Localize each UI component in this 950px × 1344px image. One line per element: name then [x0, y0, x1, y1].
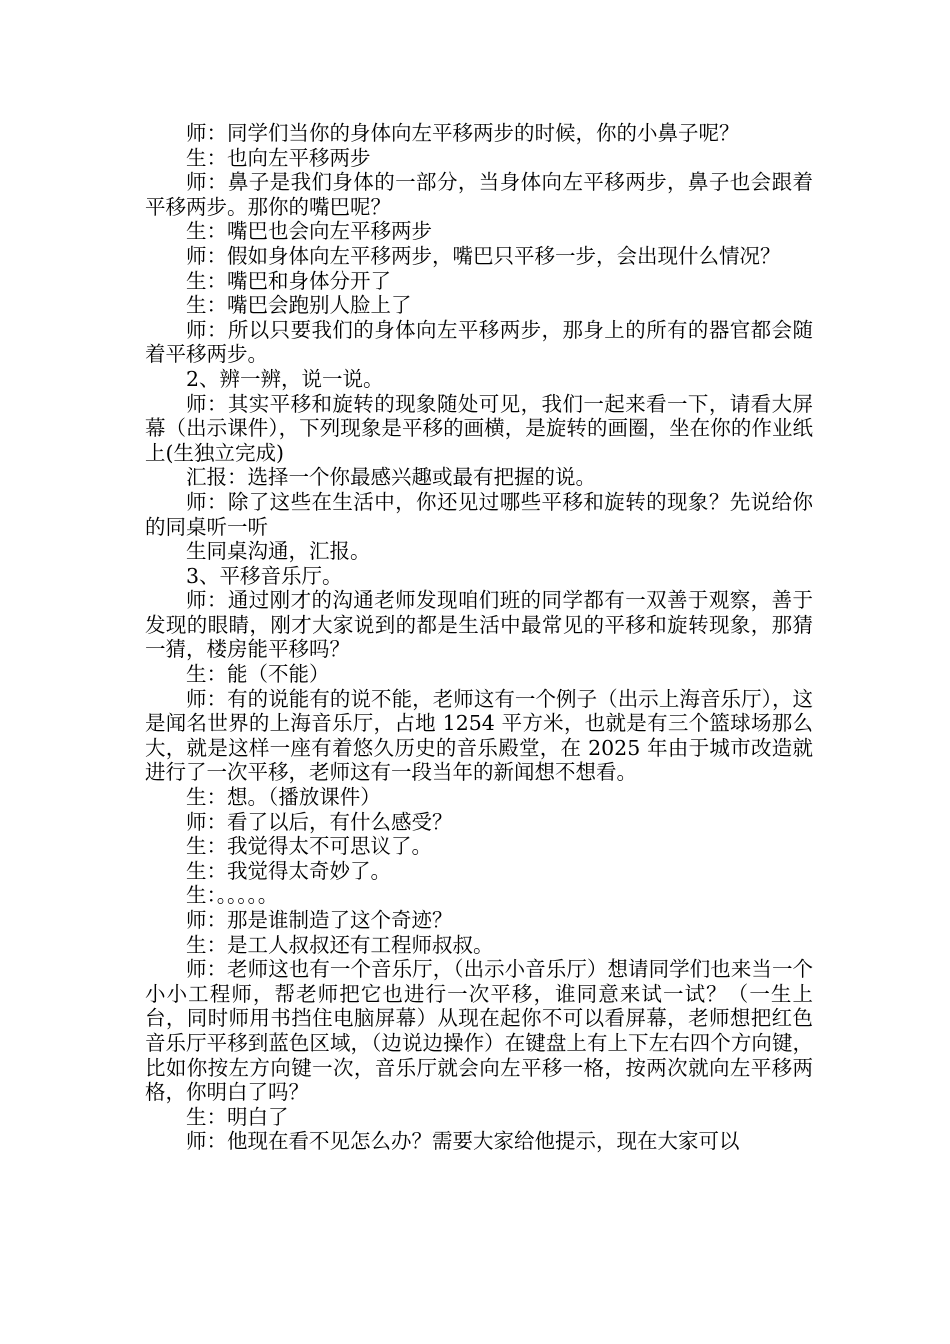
paragraph: 师：那是谁制造了这个奇迹？ — [186, 908, 453, 932]
paragraph: 生：。。。。。 — [186, 883, 279, 908]
paragraph: 汇报：选择一个你最感兴趣或最有把握的说。 — [186, 465, 596, 490]
paragraph: 生：我觉得太奇妙了。 — [186, 858, 391, 883]
paragraph: 师：鼻子是我们身体的一部分，当身体向左平移两步，鼻子也会跟着平移两步。那你的嘴巴呢？ — [145, 170, 813, 219]
paragraph: 生：嘴巴会跑别人脸上了 — [186, 293, 412, 318]
paragraph: 师：老师这也有一个音乐厅，（出示小音乐厅）想请同学们也来当一个小小工程师，帮老师把它也进行一次平移，谁同意来试一试？（一生上台，同时师用书挡住电脑屏幕）从现在起你不可以看屏幕，老师想把红色音乐厅平移到蓝色区域，（边说边操作）在键盘上有上下左右四个方向键，比如你按左方向键一次，音乐厅就会向左平移一格，按两次就向左平移两格，你明白了吗？ — [145, 957, 813, 1105]
document-body — [145, 121, 813, 1154]
paragraph: 生：能（不能） — [186, 662, 330, 687]
paragraph: 师：其实平移和旋转的现象随处可见，我们一起来看一下，请看大屏幕（出示课件），下列现象是平移的画横，是旋转的画圈，坐在你的作业纸上(生独立完成) — [145, 391, 813, 465]
paragraph: 师：通过刚才的沟通老师发现咱们班的同学都有一双善于观察，善于发现的眼睛，刚才大家说到的都是生活中最常见的平移和旋转现象，那猜一猜，楼房能平移吗？ — [145, 588, 813, 662]
paragraph: 生：嘴巴和身体分开了 — [186, 268, 391, 293]
paragraph: 师：看了以后，有什么感受？ — [186, 809, 453, 834]
paragraph: 师：除了这些在生活中，你还见过哪些平移和旋转的现象？先说给你的同桌听一听 — [145, 489, 813, 539]
paragraph: 生：也向左平移两步 — [186, 145, 371, 170]
section-heading: 3、平移音乐厅。 — [186, 563, 343, 588]
paragraph: 师：所以只要我们的身体向左平移两步，那身上的所有的器官都会随着平移两步。 — [145, 317, 813, 367]
paragraph: 师：他现在看不见怎么办？需要大家给他提示，现在大家可以 — [186, 1129, 740, 1154]
paragraph: 生同桌沟通，汇报。 — [186, 539, 371, 564]
paragraph: 生：我觉得太不可思议了。 — [186, 834, 432, 859]
paragraph: 生：是工人叔叔还有工程师叔叔。 — [186, 932, 494, 957]
paragraph: 师：假如身体向左平移两步，嘴巴只平移一步，会出现什么情况？ — [186, 243, 781, 268]
paragraph: 生：嘴巴也会向左平移两步 — [186, 219, 432, 244]
paragraph: 师：有的说能有的说不能，老师这有一个例子（出示上海音乐厅），这是闻名世界的上海音乐厅，占地 1254 平方米，也就是有三个篮球场那么大，就是这样一座有着悠久历史的音乐殿堂，在 2025 年由于城市改造就进行了一次平移，老师这有一段当年的新闻想不想看。 — [145, 686, 813, 785]
paragraph: 生：想。（播放课件） — [186, 785, 381, 810]
section-heading: 2、辨一辨，说一说。 — [186, 366, 384, 391]
paragraph: 生：明白了 — [186, 1104, 289, 1129]
paragraph: 师：同学们当你的身体向左平移两步的时候，你的小鼻子呢？ — [186, 121, 740, 145]
